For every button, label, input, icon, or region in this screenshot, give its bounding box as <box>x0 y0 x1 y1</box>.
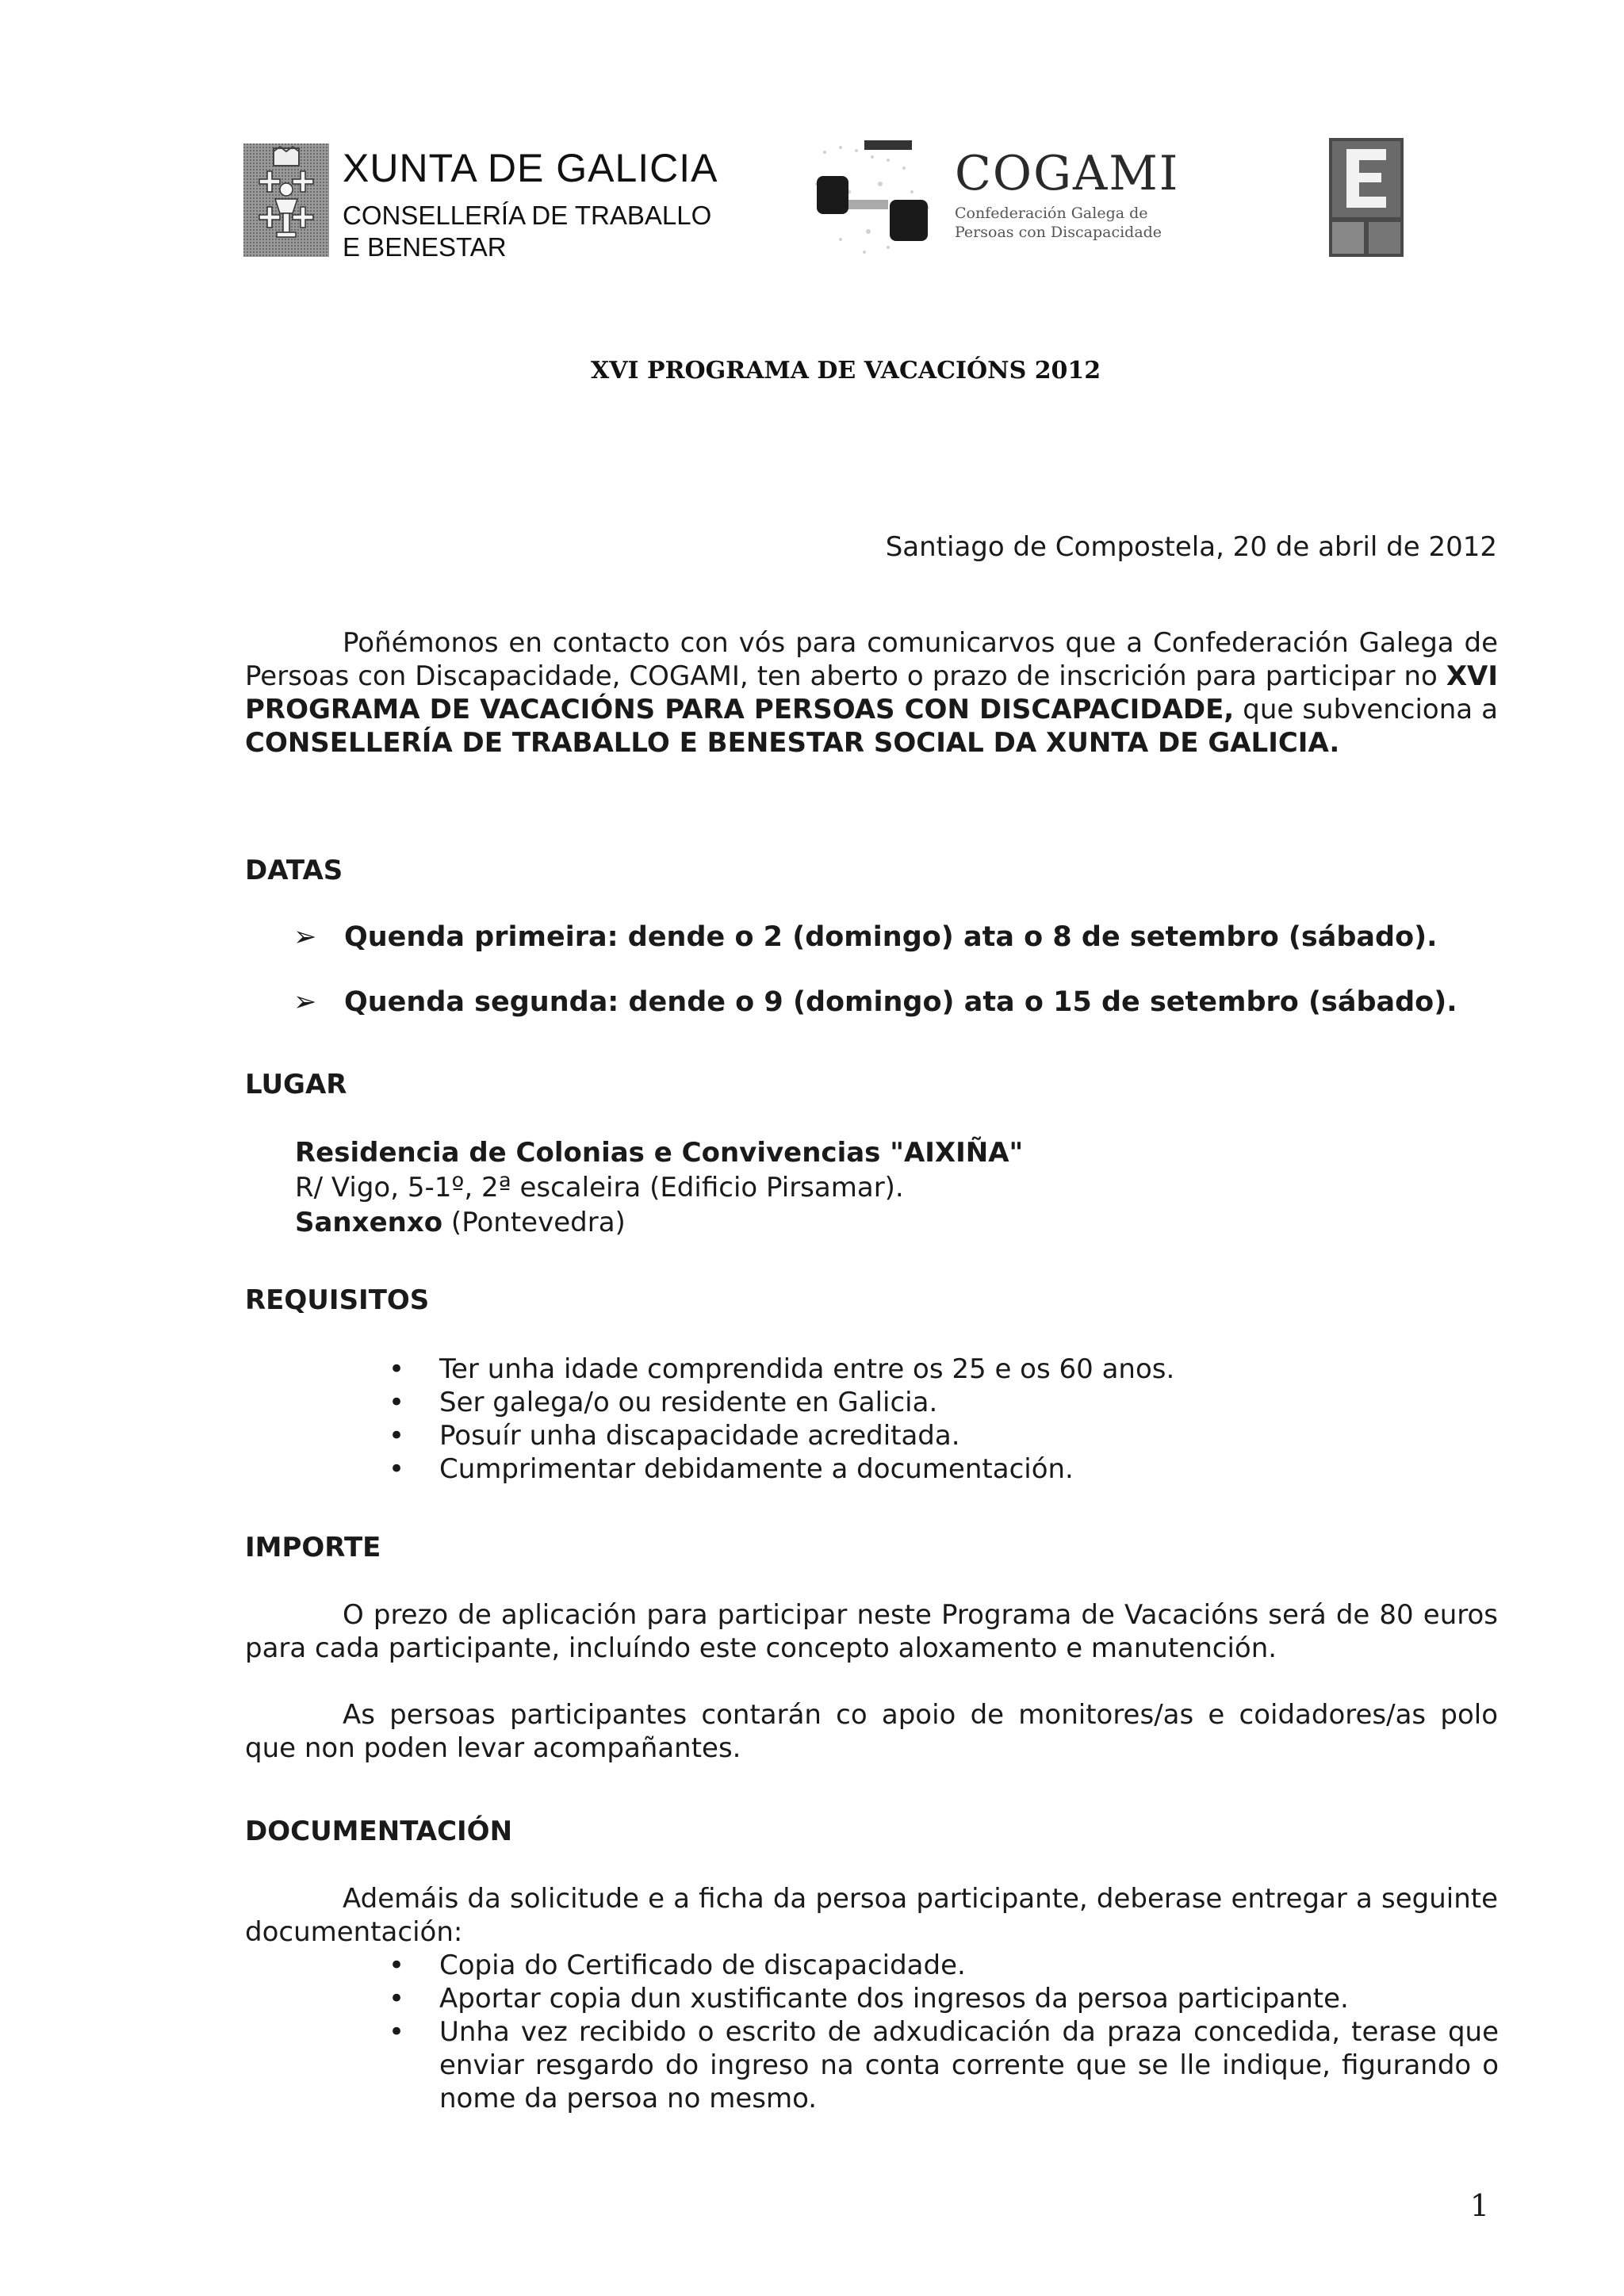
intro-text-1: Poñémonos en contacto con vós para comunicarvos que a Confederación Galega de Persoas con Discapacidade, COGAMI, ten aberto o prazo de inscrición para participar no <box>245 627 1498 692</box>
list-item-text: Unha vez recibido o escrito de adxudicación da praza concedida, terase que enviar resgardo do ingreso na conta corrente que se lle indique, figurando o nome da persoa no mesmo. <box>439 2016 1499 2114</box>
requisitos-list <box>389 1353 1174 1486</box>
documentacion-paragraph: Ademáis da solicitude e a ficha da persoa participante, deberase entregar a seguinte documentación: <box>245 1883 1498 1948</box>
bullet-icon: • <box>389 1950 405 1981</box>
list-item-text: Copia do Certificado de discapacidade. <box>439 1950 966 1981</box>
xunta-title: XUNTA DE GALICIA <box>343 146 718 190</box>
quality-e-seal-logo <box>1329 138 1404 257</box>
intro-text-2: que subvenciona a <box>1234 694 1498 725</box>
list-item <box>389 1949 1499 1982</box>
venue-province: (Pontevedra) <box>442 1207 626 1238</box>
list-item-text: Cumprimentar debidamente a documentación. <box>439 1453 1074 1485</box>
list-item <box>389 1386 1174 1419</box>
quenda-text: Quenda segunda: dende o 9 (domingo) ata o 15 de setembro (sábado). <box>344 986 1457 1018</box>
list-item-text: Posuír unha discapacidade acreditada. <box>439 1420 960 1452</box>
requisitos-heading: REQUISITOS <box>245 1284 430 1316</box>
quenda-text: Quenda primeira: dende o 2 (domingo) ata o 8 de setembro (sábado). <box>344 921 1438 953</box>
datas-heading: DATAS <box>245 855 343 886</box>
importe-paragraph-2: As persoas participantes contarán co apoio de monitores/as e coidadores/as polo que non poden levar acompañantes. <box>245 1699 1498 1764</box>
documentacion-heading: DOCUMENTACIÓN <box>245 1816 513 1847</box>
intro-paragraph <box>245 626 1498 760</box>
importe-paragraph-1: O prezo de aplicación para participar neste Programa de Vacacións será de 80 euros para cada participante, incluíndo este concepto aloxamento e manutención. <box>245 1599 1498 1664</box>
list-item <box>389 1353 1174 1386</box>
venue-city: Sanxenxo <box>295 1207 443 1238</box>
intro-bold-conselleria: CONSELLERÍA DE TRABALLO E BENESTAR SOCIAL DA XUNTA DE GALICIA. <box>245 727 1340 759</box>
lugar-address-block <box>295 1135 1023 1240</box>
xunta-crest-logo <box>243 144 329 257</box>
cogami-subtitle-line-2: Persoas con Discapacidade <box>955 224 1162 241</box>
bullet-icon: • <box>389 1353 405 1385</box>
lugar-heading: LUGAR <box>245 1069 347 1100</box>
quenda-item <box>293 921 1437 953</box>
bullet-icon: • <box>389 1387 405 1418</box>
list-item-text: Ser galega/o ou residente en Galicia. <box>439 1387 938 1418</box>
page-number: 1 <box>1469 2188 1489 2223</box>
list-item <box>389 1452 1174 1486</box>
cogami-logo-mark <box>793 136 948 259</box>
venue-address: R/ Vigo, 5-1º, 2ª escaleira (Edificio Pirsamar). <box>295 1172 904 1203</box>
cogami-title: COGAMI <box>955 146 1180 201</box>
documentacion-list <box>389 1949 1499 2115</box>
date-line: Santiago de Compostela, 20 de abril de 2012 <box>885 531 1497 563</box>
arrow-bullet-icon: ➢ <box>293 986 317 1018</box>
xunta-subtitle-line-1: CONSELLERÍA DE TRABALLO <box>343 201 712 230</box>
list-item-text: Aportar copia dun xustificante dos ingresos da persoa participante. <box>439 1983 1349 2015</box>
bullet-icon: • <box>389 1420 405 1452</box>
list-item-text: Ter unha idade comprendida entre os 25 e os 60 anos. <box>439 1353 1175 1385</box>
bullet-icon: • <box>389 1983 405 2015</box>
bullet-icon: • <box>389 1453 405 1485</box>
list-item <box>389 1982 1499 2015</box>
intro-bold-program: XVI PROGRAMA DE VACACIÓNS PARA PERSOAS CON DISCAPACIDADE, <box>245 660 1498 725</box>
arrow-bullet-icon: ➢ <box>293 921 317 953</box>
quenda-item <box>293 986 1457 1018</box>
importe-heading: IMPORTE <box>245 1532 381 1563</box>
venue-name: Residencia de Colonias e Convivencias "AIXIÑA" <box>295 1137 1024 1169</box>
bullet-icon: • <box>389 2016 405 2048</box>
list-item <box>389 1419 1174 1452</box>
xunta-subtitle-line-2: E BENESTAR <box>343 232 507 262</box>
cogami-subtitle-line-1: Confederación Galega de <box>955 205 1148 222</box>
document-title: XVI PROGRAMA DE VACACIÓNS 2012 <box>591 357 1101 385</box>
list-item <box>389 2015 1499 2115</box>
